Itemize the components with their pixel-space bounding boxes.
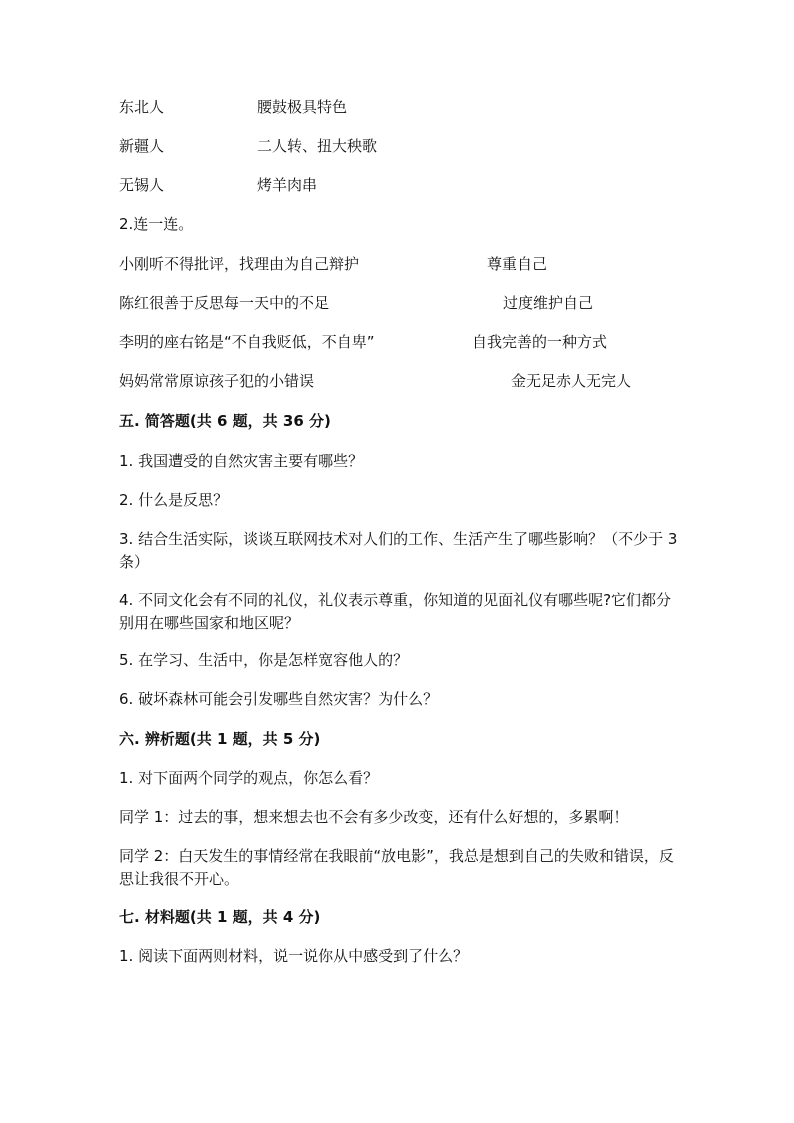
section-5-question-5: 5. 在学习、生活中，你是怎样宽容他人的？ — [119, 651, 409, 669]
match2-right-3: 自我完善的一种方式 — [472, 333, 608, 351]
section-5-question-3: 3. 结合生活实际，谈谈互联网技术对人们的工作、生活产生了哪些影响？（不少于 3 条） — [119, 530, 678, 571]
section-5-heading: 五. 简答题(共 6 题，共 36 分) — [119, 412, 331, 430]
section-5-question-4: 4. 不同文化会有不同的礼仪，礼仪表示尊重，你知道的见面礼仪有哪些呢?它们都分别用在哪些国家和地区呢？ — [119, 591, 672, 632]
section-5-question-6: 6. 破坏森林可能会引发哪些自然灾害？为什么？ — [119, 690, 439, 708]
match1-left-1: 东北人 — [119, 98, 165, 116]
match1-right-2: 二人转、扭大秧歌 — [257, 137, 378, 155]
match2-right-4: 金无足赤人无完人 — [511, 372, 632, 390]
match2-left-1: 小刚听不得批评，找理由为自己辩护 — [119, 255, 360, 273]
match2-right-2: 过度维护自己 — [503, 294, 594, 312]
match1-left-2: 新疆人 — [119, 137, 165, 155]
section-6-student-1: 同学 1：过去的事，想来想去也不会有多少改变，还有什么好想的，多累啊！ — [119, 808, 629, 826]
section-6-question-1: 1. 对下面两个同学的观点，你怎么看？ — [119, 769, 379, 787]
section-7-heading: 七. 材料题(共 1 题，共 4 分) — [119, 908, 321, 926]
match1-left-3: 无锡人 — [119, 176, 165, 194]
match2-left-2: 陈红很善于反思每一天中的不足 — [119, 294, 330, 312]
match2-left-4: 妈妈常常原谅孩子犯的小错误 — [119, 372, 315, 390]
section-7-question-1: 1. 阅读下面两则材料，说一说你从中感受到了什么？ — [119, 947, 469, 965]
section-6-student-2: 同学 2：白天发生的事情经常在我眼前“放电影”，我总是想到自己的失败和错误，反思让我很不开心。 — [119, 847, 674, 888]
match1-right-3: 烤羊肉串 — [257, 176, 318, 194]
section-5-question-1: 1. 我国遭受的自然灾害主要有哪些？ — [119, 452, 364, 470]
match1-right-1: 腰鼓极具特色 — [257, 98, 348, 116]
match2-left-3: 李明的座右铭是“不自我贬低，不自卑” — [119, 333, 375, 351]
section-6-heading: 六. 辨析题(共 1 题，共 5 分) — [119, 730, 321, 748]
question-2-title: 2.连一连。 — [119, 215, 194, 233]
section-5-question-2: 2. 什么是反思？ — [119, 491, 229, 509]
match2-right-1: 尊重自己 — [487, 255, 548, 273]
